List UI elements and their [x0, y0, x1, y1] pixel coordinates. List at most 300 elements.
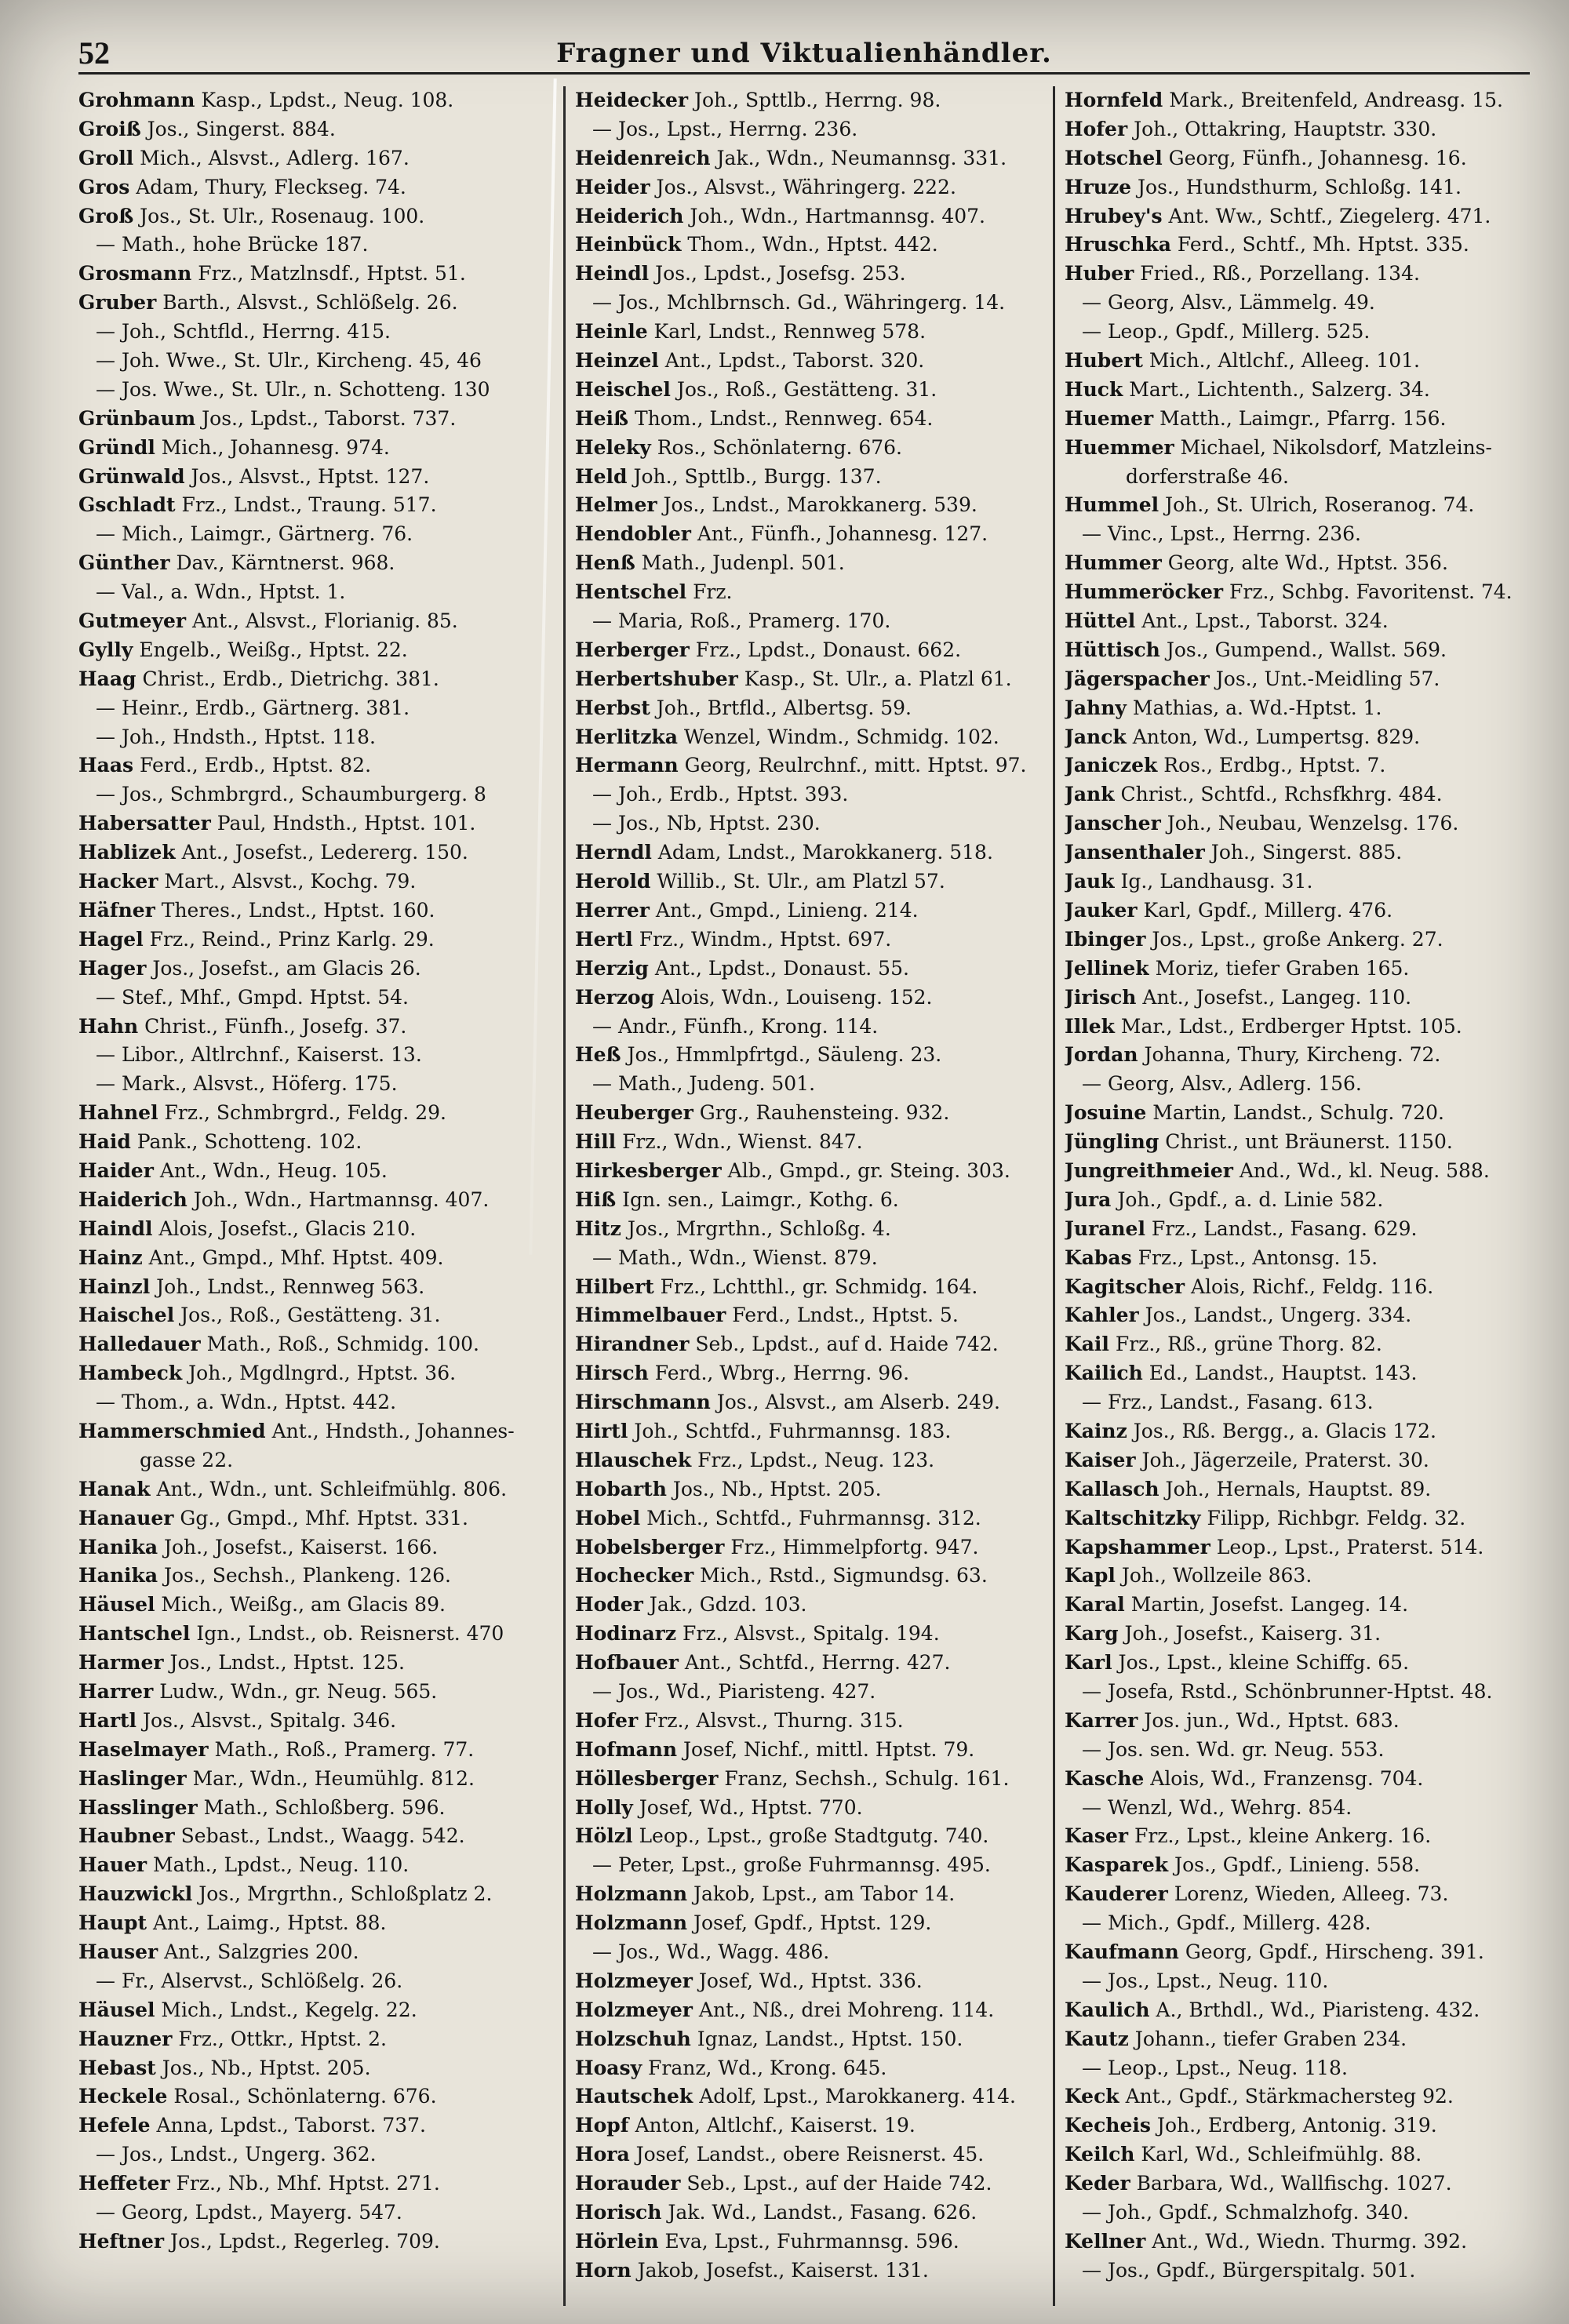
entry-details: Ant., Hndsth., Johannes-	[265, 1419, 515, 1442]
entry-details: Joh., Josefst., Kaiserg. 31.	[1118, 1622, 1382, 1646]
entry-name: Hirkesberger	[575, 1158, 722, 1182]
directory-entry	[575, 260, 1054, 289]
directory-entry	[1065, 1880, 1543, 1909]
directory-entry	[78, 1041, 549, 1070]
entry-details: Joh., Wdn., Hartmannsg. 407.	[187, 1187, 490, 1211]
entry-name: Jauk	[1065, 870, 1115, 893]
entry-name: Henß	[575, 551, 635, 575]
column-3	[1053, 86, 1543, 2306]
directory-entry	[575, 1301, 1054, 1330]
directory-entry	[575, 1128, 1054, 1157]
entry-name: Heiderich	[575, 204, 684, 227]
entry-name: Hummeröcker	[1065, 580, 1224, 604]
entry-name: Hablizek	[78, 841, 176, 864]
directory-entry	[78, 1388, 549, 1417]
directory-entry	[575, 434, 1054, 463]
directory-entry	[78, 1128, 549, 1157]
entry-name: Habersatter	[78, 812, 211, 835]
entry-details: Mich., Johannesg. 974.	[155, 435, 390, 459]
entry-name: Holzmann	[575, 1882, 687, 1906]
entry-name: Hanauer	[78, 1506, 174, 1529]
entry-details: Adolf, Lpst., Marokkanerg. 414.	[693, 2085, 1016, 2108]
entry-details: Christ., Schtfd., Rchsfkhrg. 484.	[1114, 783, 1443, 806]
entry-name: Heidenreich	[575, 146, 711, 169]
directory-entry	[1065, 1128, 1543, 1157]
entry-details: — Math., Wdn., Wienst. 879.	[592, 1246, 878, 1269]
entry-name: Heider	[575, 175, 650, 198]
entry-details: Mar., Wdn., Heumühlg. 812.	[186, 1766, 475, 1790]
entry-name: Heffeter	[78, 2172, 170, 2195]
running-title: Fragner und Viktualienhändler.	[556, 38, 1052, 69]
entry-details: Ant., Lpst., Taborst. 324.	[1135, 609, 1389, 633]
directory-entry	[78, 1765, 549, 1794]
entry-details: — Jos., Lpst., Neug. 110.	[1082, 1969, 1329, 1992]
directory-entry	[1065, 1996, 1543, 2025]
entry-name: Hauer	[78, 1853, 147, 1877]
directory-entry	[78, 1967, 549, 1996]
directory-entry	[1065, 376, 1543, 405]
directory-entry	[1065, 202, 1543, 231]
entry-details: Barth., Alsvst., Schlößelg. 26.	[156, 291, 458, 315]
entry-name: Hartl	[78, 1708, 137, 1732]
entry-details: — Jos., Nb, Hptst. 230.	[592, 812, 821, 835]
entry-details: Engelb., Weißg., Hptst. 22.	[133, 638, 408, 661]
entry-details: Joh., Singerst. 885.	[1204, 841, 1403, 864]
page-number: 52	[78, 35, 110, 71]
entry-details: Joh., Schtfd., Fuhrmannsg. 183.	[628, 1419, 952, 1442]
entry-name: Josuine	[1065, 1101, 1147, 1125]
entry-details: Jos., Nb., Hptst. 205.	[666, 1477, 882, 1500]
directory-entry	[1065, 1013, 1543, 1042]
entry-name: Hofmann	[575, 1737, 678, 1761]
directory-entry	[78, 520, 549, 549]
directory-entry	[575, 809, 1054, 838]
directory-entry	[1065, 231, 1543, 260]
entry-details: Georg, Fünfh., Johannesg. 16.	[1162, 146, 1467, 169]
directory-entry	[1065, 694, 1543, 723]
entry-details: Fried., Rß., Porzellang. 134.	[1134, 262, 1420, 285]
entry-name: Groiß	[78, 117, 141, 140]
directory-entry	[78, 1822, 549, 1851]
entry-name: Herold	[575, 870, 651, 893]
entry-name: Hautschek	[575, 2085, 693, 2108]
directory-entry	[1065, 1504, 1543, 1533]
entry-name: Hofbauer	[575, 1651, 679, 1675]
entry-details: And., Wd., kl. Neug. 588.	[1232, 1158, 1490, 1182]
entry-name: Hrubey's	[1065, 204, 1163, 227]
entry-name: Haindl	[78, 1217, 153, 1240]
entry-name: Grosmann	[78, 262, 192, 285]
entry-details: Mar., Ldst., Erdberger Hptst. 105.	[1114, 1014, 1462, 1038]
entry-name: Heuberger	[575, 1101, 693, 1125]
entry-details: Christ., Erdb., Dietrichg. 381.	[136, 667, 439, 690]
entry-details: — Andr., Fünfh., Krong. 114.	[592, 1014, 879, 1038]
entry-details: Frz., Ottkr., Hptst. 2.	[172, 2027, 387, 2050]
entry-details: Frz., Lpst., Antonsg. 15.	[1131, 1246, 1378, 1269]
entry-details: Jos., Hmmlpfrtgd., Säuleng. 23.	[621, 1043, 942, 1067]
entry-details: Mark., Breitenfeld, Andreasg. 15.	[1163, 89, 1503, 111]
entry-details: — Jos., Lndst., Ungerg. 362.	[96, 2143, 377, 2166]
entry-details: Ferd., Erdb., Hptst. 82.	[133, 754, 372, 777]
entry-name: Huemmer	[1065, 435, 1174, 459]
entry-name: Jirisch	[1065, 985, 1137, 1009]
entry-details: — Georg, Alsv., Lämmelg. 49.	[1082, 291, 1375, 315]
directory-entry	[575, 1736, 1054, 1765]
directory-entry	[575, 376, 1054, 405]
entry-details: Mich., Weißg., am Glacis 89.	[155, 1593, 446, 1617]
directory-entry	[1065, 1736, 1543, 1765]
entry-name: Herzog	[575, 985, 655, 1009]
entry-details: Josef, Gpdf., Hptst. 129.	[687, 1911, 932, 1935]
entry-details: Jos., Rß. Bergg., a. Glacis 172.	[1127, 1419, 1436, 1442]
entry-name: Kallasch	[1065, 1477, 1159, 1500]
entry-name: Kahler	[1065, 1304, 1139, 1327]
directory-entry	[1065, 405, 1543, 434]
entry-details: Grg., Rauhensteing. 932.	[693, 1101, 950, 1125]
entry-name: Hirtl	[575, 1419, 628, 1442]
directory-entry	[575, 955, 1054, 984]
entry-name: Hambeck	[78, 1362, 183, 1385]
entry-details: — Math., Judeng. 501.	[592, 1072, 816, 1096]
entry-name: Hahn	[78, 1014, 139, 1038]
entry-details: Jos., Nb., Hptst. 205.	[155, 2056, 371, 2079]
entry-details: Martin, Landst., Schulg. 720.	[1146, 1101, 1444, 1125]
entry-details: Leop., Lpst., große Stadtgutg. 740.	[632, 1824, 989, 1848]
directory-entry	[1065, 289, 1543, 318]
entry-details: — Jos., Mchlbrnsch. Gd., Währingerg. 14.	[592, 291, 1006, 315]
entry-details: Frz., Matzlnsdf., Hptst. 51.	[191, 262, 466, 285]
entry-details: Jos., Lpdst., Taborst. 737.	[195, 406, 457, 430]
entry-details: — Jos., Wd., Wagg. 486.	[592, 1940, 830, 1963]
entry-details: — Wenzl, Wd., Wehrg. 854.	[1082, 1795, 1352, 1819]
directory-entry	[575, 318, 1054, 347]
entry-details: — Libor., Altlrchnf., Kaiserst. 13.	[96, 1043, 422, 1067]
directory-entry	[78, 115, 549, 144]
entry-details: Mart., Lichtenth., Salzerg. 34.	[1123, 377, 1430, 401]
entry-details: Willib., St. Ulr., am Platzl 57.	[650, 870, 945, 893]
entry-details: Alois, Richf., Feldg. 116.	[1185, 1275, 1434, 1298]
entry-name: Karrer	[1065, 1708, 1138, 1732]
directory-entry	[1065, 897, 1543, 926]
entry-details: — Josefa, Rstd., Schönbrunner-Hptst. 48.	[1082, 1679, 1493, 1703]
entry-details: Jos., Lpdst., Regerleg. 709.	[164, 2229, 440, 2253]
directory-entry	[575, 2169, 1054, 2199]
directory-entry	[1065, 578, 1543, 607]
directory-entry	[1065, 636, 1543, 665]
entry-name: Heinzel	[575, 349, 659, 373]
entry-details: Paul, Hndsth., Hptst. 101.	[210, 812, 476, 835]
directory-entry	[575, 202, 1054, 231]
directory-entry	[78, 202, 549, 231]
directory-entry	[1065, 520, 1543, 549]
entry-name: Hüttel	[1065, 609, 1136, 633]
entry-details: Pank., Schotteng. 102.	[130, 1130, 362, 1154]
entry-details: Seb., Lpdst., auf d. Haide 742.	[689, 1333, 999, 1356]
directory-entry	[575, 1562, 1054, 1591]
entry-name: Kasche	[1065, 1766, 1145, 1790]
entry-name: Hermann	[575, 754, 679, 777]
entry-name: Kasparek	[1065, 1853, 1169, 1877]
directory-entry	[1065, 1967, 1543, 1996]
entry-name: Kaufmann	[1065, 1940, 1179, 1963]
directory-entry	[78, 1070, 549, 1099]
directory-entry	[78, 1244, 549, 1273]
directory-entry	[1065, 2228, 1543, 2257]
entry-name: Günther	[78, 551, 170, 575]
directory-entry	[575, 984, 1054, 1013]
entry-name: Heinle	[575, 320, 648, 344]
entry-name: Karl	[1065, 1651, 1112, 1675]
entry-name: Hummel	[1065, 493, 1159, 517]
directory-entry	[1065, 2257, 1543, 2286]
entry-name: Herlitzka	[575, 725, 678, 748]
entry-details: — Mark., Alsvst., Höferg. 175.	[96, 1072, 398, 1096]
entry-name: Horauder	[575, 2172, 681, 2195]
entry-details: — Leop., Gpdf., Millerg. 525.	[1082, 320, 1371, 344]
entry-details: Frz., Nb., Mhf. Hptst. 271.	[169, 2172, 440, 2195]
directory-entry	[78, 1157, 549, 1186]
entry-name: Hotschel	[1065, 146, 1163, 169]
entry-details: Ludw., Wdn., gr. Neug. 565.	[153, 1679, 438, 1703]
directory-entry	[575, 2228, 1054, 2257]
entry-details: Alois, Wd., Franzensg. 704.	[1144, 1766, 1424, 1790]
entry-details: Jos., Landst., Ungerg. 334.	[1138, 1304, 1412, 1327]
entry-details: Ant., Salzgries 200.	[158, 1940, 359, 1963]
directory-entry	[1065, 867, 1543, 897]
directory-entry	[1065, 1330, 1543, 1359]
directory-entry	[78, 2111, 549, 2140]
directory-entry	[1065, 2111, 1543, 2140]
directory-entry	[78, 434, 549, 463]
entry-name: Kapshammer	[1065, 1535, 1210, 1558]
directory-entry	[78, 636, 549, 665]
entry-name: Kellner	[1065, 2229, 1146, 2253]
entry-details: Ignaz, Landst., Hptst. 150.	[690, 2027, 963, 2050]
entry-name: Haslinger	[78, 1766, 187, 1790]
entry-name: Jura	[1065, 1187, 1112, 1211]
entry-details: Math., Roß., Pramerg. 77.	[208, 1737, 475, 1761]
entry-details: Ign. sen., Laimgr., Kothg. 6.	[616, 1187, 899, 1211]
entry-name: Höllesberger	[575, 1766, 719, 1790]
directory-entry	[1065, 260, 1543, 289]
directory-entry	[575, 1909, 1054, 1938]
entry-details: Martin, Josefst. Langeg. 14.	[1124, 1593, 1409, 1617]
directory-entry	[1065, 86, 1543, 115]
directory-entry	[1065, 115, 1543, 144]
directory-entry	[78, 1417, 549, 1446]
directory-entry	[78, 751, 549, 780]
entry-details: Thom., Wdn., Hptst. 442.	[681, 233, 938, 256]
directory-entry	[1065, 926, 1543, 955]
entry-details: Barbara, Wd., Wallfischg. 1027.	[1130, 2172, 1452, 2195]
entry-name: Grünwald	[78, 464, 185, 488]
entry-name: Heftner	[78, 2229, 165, 2253]
directory-entry	[575, 347, 1054, 376]
directory-entry	[1065, 1475, 1543, 1504]
entry-details: Mich., Rstd., Sigmundsg. 63.	[693, 1564, 988, 1588]
entry-details: Karl, Gpdf., Millerg. 476.	[1137, 898, 1393, 922]
directory-entry	[1065, 1707, 1543, 1736]
directory-entry	[78, 2054, 549, 2083]
directory-entry	[575, 1417, 1054, 1446]
entry-details: Jos., Alsvst., Hptst. 127.	[184, 464, 430, 488]
directory-entry	[1065, 1359, 1543, 1388]
entry-details: Karl, Wd., Schleifmühlg. 88.	[1134, 2143, 1422, 2166]
entry-details: Ros., Erdbg., Hptst. 7.	[1157, 754, 1386, 777]
directory-entry	[575, 491, 1054, 520]
directory-entry	[78, 289, 549, 318]
entry-details: Josef, Wd., Hptst. 770.	[632, 1795, 863, 1819]
entry-name: Gruber	[78, 291, 157, 315]
directory-entry	[1065, 1099, 1543, 1128]
directory-entry	[78, 1851, 549, 1880]
directory-entry	[1065, 491, 1543, 520]
entry-details: Ig., Landhausg. 31.	[1114, 870, 1313, 893]
directory-entry	[575, 1620, 1054, 1649]
entry-details: Alb., Gmpd., gr. Steing. 303.	[721, 1158, 1010, 1182]
entry-name: Hentschel	[575, 580, 687, 604]
entry-name: Jellinek	[1065, 956, 1149, 980]
directory-entry	[575, 780, 1054, 809]
entry-details: Jos., Lndst., Hptst. 125.	[163, 1651, 405, 1675]
entry-name: Hanika	[78, 1535, 158, 1558]
directory-entry	[575, 1967, 1054, 1996]
entry-details: Adam, Lndst., Marokkanerg. 518.	[651, 841, 993, 864]
entry-details: Frz., Alsvst., Thurng. 315.	[638, 1708, 904, 1732]
directory-entry	[78, 838, 549, 867]
directory-entry	[575, 1649, 1054, 1678]
directory-entry	[1065, 1388, 1543, 1417]
directory-entry	[78, 405, 549, 434]
directory-entry	[78, 2169, 549, 2199]
directory-entry	[575, 549, 1054, 578]
entry-name: Kaser	[1065, 1824, 1129, 1848]
entry-name: Kaulich	[1065, 1998, 1150, 2021]
entry-name: Holzschuh	[575, 2027, 691, 2050]
entry-details: Ant., Wdn., unt. Schleifmühlg. 806.	[150, 1477, 508, 1500]
entry-details: Frz., Alsvst., Spitalg. 194.	[676, 1622, 940, 1646]
entry-name: Hlauschek	[575, 1448, 692, 1471]
entry-details: Johann., tiefer Graben 234.	[1128, 2027, 1407, 2050]
entry-details: Jos., Roß., Gestätteng. 31.	[174, 1304, 441, 1327]
entry-name: Gylly	[78, 638, 133, 661]
directory-entry	[1065, 2054, 1543, 2083]
directory-entry	[78, 231, 549, 260]
entry-details: Ant., Alsvst., Florianig. 85.	[186, 609, 458, 633]
entry-details: — Mich., Gpdf., Millerg. 428.	[1082, 1911, 1371, 1935]
entry-name: Hanak	[78, 1477, 151, 1500]
entry-name: Hofer	[575, 1708, 639, 1732]
entry-name: Herberger	[575, 638, 690, 661]
entry-details: — Joh. Wwe., St. Ulr., Kircheng. 45, 46	[96, 349, 482, 373]
entry-details: — Jos. sen. Wd. gr. Neug. 553.	[1082, 1737, 1385, 1761]
directory-entry	[1065, 984, 1543, 1013]
entry-details: — Math., hohe Brücke 187.	[96, 233, 369, 256]
entry-name: Kainz	[1065, 1419, 1127, 1442]
directory-entry	[575, 1533, 1054, 1562]
entry-details: — Georg, Lpdst., Mayerg. 547.	[96, 2201, 402, 2224]
entry-name: Hauser	[78, 1940, 158, 1963]
directory-entry	[575, 2025, 1054, 2054]
entry-details: Jak., Wdn., Neumannsg. 331.	[710, 146, 1007, 169]
directory-entry	[78, 578, 549, 607]
entry-name: Janscher	[1065, 812, 1161, 835]
entry-name: Gros	[78, 175, 130, 198]
entry-name: Kagitscher	[1065, 1275, 1185, 1298]
directory-entry	[78, 1649, 549, 1678]
entry-details: Ant., Wdn., Heug. 105.	[153, 1158, 388, 1182]
entry-details: Adam, Thury, Fleckseg. 74.	[129, 175, 406, 198]
directory-entry	[78, 723, 549, 752]
directory-entry	[1065, 1070, 1543, 1099]
entry-name: Hora	[575, 2143, 630, 2166]
entry-details: Anna, Lpdst., Taborst. 737.	[150, 2114, 426, 2137]
entry-name: Heidecker	[575, 89, 689, 111]
directory-entry	[1065, 1562, 1543, 1591]
entry-details: Joh., Josefst., Kaiserst. 166.	[158, 1535, 439, 1558]
directory-entry	[575, 2054, 1054, 2083]
directory-entry	[575, 636, 1054, 665]
directory-entry	[1065, 2140, 1543, 2169]
entry-name: Hiß	[575, 1187, 617, 1211]
entry-details: Joh., Gpdf., a. d. Linie 582.	[1111, 1187, 1384, 1211]
directory-entry	[1065, 1446, 1543, 1475]
entry-name: Huemer	[1065, 406, 1154, 430]
entry-details: Ant., Wd., Wiedn. Thurmg. 392.	[1145, 2229, 1468, 2253]
entry-details: Joh., Ottakring, Hauptstr. 330.	[1127, 117, 1437, 140]
entry-details: Joh., Neubau, Wenzelsg. 176.	[1160, 812, 1459, 835]
entry-name: Jank	[1065, 783, 1115, 806]
entry-details: Ant., Schtfd., Herrng. 427.	[678, 1651, 951, 1675]
entry-details: Ferd., Wbrg., Herrng. 96.	[648, 1362, 910, 1385]
directory-entry	[1065, 1620, 1543, 1649]
directory-entry	[575, 1215, 1054, 1244]
entry-details: dorferstraße 46.	[1126, 464, 1289, 488]
directory-entry	[1065, 1591, 1543, 1620]
directory-entry	[78, 1186, 549, 1215]
entry-name: Janiczek	[1065, 754, 1158, 777]
directory-entry	[575, 1244, 1054, 1273]
directory-entry	[78, 376, 549, 405]
directory-entry	[575, 1041, 1054, 1070]
entry-name: Hoder	[575, 1593, 643, 1617]
directory-entry	[78, 1301, 549, 1330]
entry-details: — Joh., Schtfld., Herrng. 415.	[96, 320, 391, 344]
entry-details: Jakob, Josefst., Kaiserst. 131.	[631, 2258, 929, 2282]
directory-entry	[78, 867, 549, 897]
directory-entry	[78, 549, 549, 578]
directory-entry	[78, 897, 549, 926]
directory-entry	[575, 751, 1054, 780]
entry-details: — Val., a. Wdn., Hptst. 1.	[96, 580, 346, 604]
entry-name: Hagel	[78, 927, 144, 951]
directory-entry	[575, 1099, 1054, 1128]
entry-details: Jos., St. Ulr., Rosenaug. 100.	[133, 204, 425, 227]
directory-entry	[1065, 2169, 1543, 2199]
directory-entry	[575, 1591, 1054, 1620]
entry-name: Heindl	[575, 262, 650, 285]
entry-details: Georg, Gpdf., Hirscheng. 391.	[1178, 1940, 1484, 1963]
entry-details: Johanna, Thury, Kircheng. 72.	[1138, 1043, 1441, 1067]
directory-entry	[78, 1099, 549, 1128]
entry-name: Kecheis	[1065, 2114, 1151, 2137]
entry-name: Hüttisch	[1065, 638, 1160, 661]
entry-details: — Vinc., Lpst., Herrng. 236.	[1082, 522, 1361, 546]
entry-details: Mich., Lndst., Kegelg. 22.	[155, 1998, 417, 2021]
directory-entry	[78, 780, 549, 809]
directory-entry	[1065, 1938, 1543, 1967]
entry-details: Franz, Wd., Krong. 645.	[642, 2056, 887, 2079]
